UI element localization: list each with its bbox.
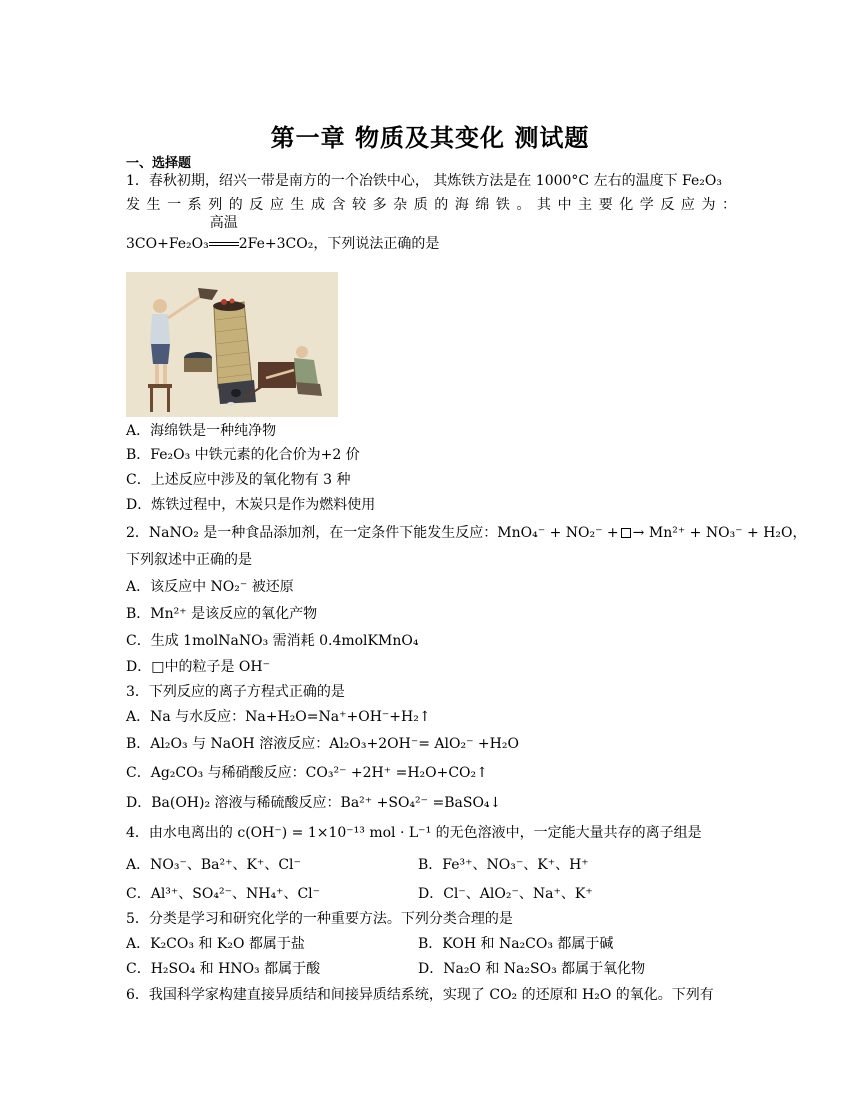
q1-option-a: A．海绵铁是一种纯净物 <box>126 423 277 439</box>
q6-stem: 6．我国科学家构建直接异质结和间接异质结系统，实现了 CO₂ 的还原和 H₂O 的氧化。下列有 <box>126 987 714 1003</box>
q5-option-a: A．K₂CO₃ 和 K₂O 都属于盐 <box>126 936 305 952</box>
q2-option-d: D．□中的粒子是 OH⁻ <box>126 659 270 675</box>
q5-stem: 5．分类是学习和研究化学的一种重要方法。下列分类合理的是 <box>126 911 513 927</box>
smelting-scene-icon <box>126 272 338 417</box>
q5-option-d: D．Na₂O 和 Na₂SO₃ 都属于氧化物 <box>418 961 646 977</box>
q1-option-c: C．上述反应中涉及的氧化物有 3 种 <box>126 472 351 488</box>
q1-eq-condition <box>209 215 239 254</box>
q2-stem-line2: 下列叙述中正确的是 <box>126 552 252 568</box>
q4-stem: 4．由水电离出的 c(OH⁻) = 1×10⁻¹³ mol · L⁻¹ 的无色溶液中，一定能大量共存的离子组是 <box>126 825 702 841</box>
q1-eq-left: 3CO+Fe₂O₃ <box>126 236 209 252</box>
q4-option-b: B．Fe³⁺、NO₃⁻、K⁺、H⁺ <box>418 857 589 873</box>
q3-option-c: C．Ag₂CO₃ 与稀硝酸反应：CO₃²⁻ +2H⁺ =H₂O+CO₂↑ <box>126 765 488 781</box>
q1-option-b: B．Fe₂O₃ 中铁元素的化合价为+2 价 <box>126 447 360 463</box>
q3-stem: 3．下列反应的离子方程式正确的是 <box>126 684 345 700</box>
q2-option-b: B．Mn²⁺ 是该反应的氧化产物 <box>126 606 318 622</box>
q2-stem-part1: 2．NaNO₂ 是一种食品添加剂，在一定条件下能发生反应：MnO₄⁻ + NO₂⁻ + <box>126 525 619 541</box>
q1-equation <box>126 215 440 254</box>
q4-option-a: A．NO₃⁻、Ba²⁺、K⁺、Cl⁻ <box>126 857 301 873</box>
q1-eq-cond-text: 高温 <box>209 215 238 231</box>
q2-option-c: C．生成 1molNaNO₃ 需消耗 0.4molKMnO₄ <box>126 633 419 649</box>
q3-option-b: B．Al₂O₃ 与 NaOH 溶液反应：Al₂O₃+2OH⁻= AlO₂⁻ +H₂O <box>126 736 519 752</box>
q2-option-a: A．该反应中 NO₂⁻ 被还原 <box>126 579 294 595</box>
q3-option-a: A．Na 与水反应：Na+H₂O=Na⁺+OH⁻+H₂↑ <box>126 709 431 725</box>
q1-line1: 1．春秋初期，绍兴一带是南方的一个冶铁中心， 其炼铁方法是在 1000°C 左右的温度下 Fe₂O₃ <box>126 173 722 189</box>
q3-option-d: D．Ba(OH)₂ 溶液与稀硫酸反应：Ba²⁺ +SO₄²⁻ =BaSO₄↓ <box>126 795 502 811</box>
q5-option-c: C．H₂SO₄ 和 HNO₃ 都属于酸 <box>126 961 321 977</box>
q2-stem-line1 <box>126 523 807 543</box>
q1-line2: 发生一系列的反应生成含较多杂质的海绵铁。其中主要化学反应为： <box>126 197 736 213</box>
q1-option-d: D．炼铁过程中，木炭只是作为燃料使用 <box>126 497 376 513</box>
q5-option-b: B．KOH 和 Na₂CO₃ 都属于碱 <box>418 936 614 952</box>
page-title: 第一章 物质及其变化 测试题 <box>270 124 590 152</box>
blank-box-icon <box>621 528 631 538</box>
equals-arrow-icon <box>209 242 239 246</box>
q2-stem-part2: → Mn²⁺ + NO₃⁻ + H₂O， <box>632 525 807 541</box>
section-heading: 一、选择题 <box>126 156 192 171</box>
q1-eq-right: 2Fe+3CO₂，下列说法正确的是 <box>238 236 440 252</box>
q4-option-c: C．Al³⁺、SO₄²⁻、NH₄⁺、Cl⁻ <box>126 886 321 902</box>
iron-smelting-illustration <box>126 272 338 417</box>
q4-option-d: D．Cl⁻、AlO₂⁻、Na⁺、K⁺ <box>418 886 593 902</box>
